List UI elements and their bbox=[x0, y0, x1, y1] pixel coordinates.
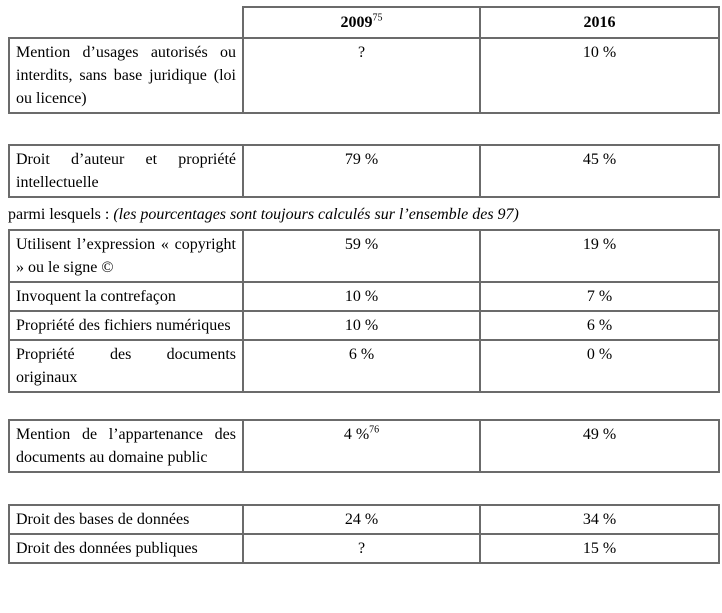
value-2009: 10 % bbox=[243, 282, 480, 311]
row-label: Propriété des fichiers numériques bbox=[9, 311, 243, 340]
table-droit-auteur bbox=[8, 144, 720, 198]
row-label: Utilisent l’expression « copyright » ou le signe © bbox=[9, 230, 243, 282]
value-2009: ? bbox=[243, 534, 480, 563]
year-2016-label: 2016 bbox=[583, 14, 616, 31]
value-2009-text: 4 % bbox=[343, 426, 370, 443]
value-2016: 6 % bbox=[480, 311, 719, 340]
value-2016: 7 % bbox=[480, 282, 719, 311]
value-2016: 15 % bbox=[480, 534, 719, 563]
note-parmi-lesquels bbox=[8, 204, 718, 226]
value-2016: 10 % bbox=[480, 38, 719, 113]
table-domaine-public bbox=[8, 419, 720, 473]
row-label: Mention de l’appartenance des documents au domaine public bbox=[9, 420, 243, 472]
row-label: Droit des bases de données bbox=[9, 505, 243, 534]
value-2009: ? bbox=[243, 38, 480, 113]
table-row bbox=[9, 420, 719, 472]
row-label: Mention d’usages autorisés ou interdits, sans base juridique (loi ou licence) bbox=[9, 38, 243, 113]
year-2009-header-cell bbox=[243, 7, 480, 37]
value-2009 bbox=[243, 420, 480, 472]
table-row bbox=[9, 311, 719, 340]
table-row bbox=[9, 282, 719, 311]
year-2016-header-cell bbox=[480, 7, 719, 37]
table-row bbox=[9, 38, 719, 113]
table-usage-mentions bbox=[8, 37, 720, 114]
year-2009-label: 2009 bbox=[340, 14, 373, 31]
table-row bbox=[9, 145, 719, 197]
value-2009: 10 % bbox=[243, 311, 480, 340]
table-row bbox=[9, 505, 719, 534]
row-label: Invoquent la contrefaçon bbox=[9, 282, 243, 311]
note-prefix: parmi lesquels : bbox=[8, 206, 114, 223]
table-row bbox=[9, 230, 719, 282]
row-label: Propriété des documents originaux bbox=[9, 340, 243, 392]
value-2009: 59 % bbox=[243, 230, 480, 282]
value-2016: 34 % bbox=[480, 505, 719, 534]
table-details-copyright bbox=[8, 229, 720, 393]
footnote-ref-76: 76 bbox=[369, 424, 380, 436]
table-row bbox=[9, 534, 719, 563]
value-2016: 45 % bbox=[480, 145, 719, 197]
value-2016: 0 % bbox=[480, 340, 719, 392]
value-2016: 19 % bbox=[480, 230, 719, 282]
year-header-row bbox=[243, 7, 719, 37]
footnote-ref-75: 75 bbox=[372, 12, 383, 24]
table-droit-donnees bbox=[8, 504, 720, 564]
row-label: Droit des données publiques bbox=[9, 534, 243, 563]
value-2009: 6 % bbox=[243, 340, 480, 392]
table-row bbox=[9, 340, 719, 392]
value-2009: 79 % bbox=[243, 145, 480, 197]
year-header-table bbox=[242, 6, 720, 37]
note-italic-text: (les pourcentages sont toujours calculés sur l’ensemble des 97) bbox=[113, 206, 519, 223]
value-2009: 24 % bbox=[243, 505, 480, 534]
row-label: Droit d’auteur et propriété intellectuelle bbox=[9, 145, 243, 197]
value-2016: 49 % bbox=[480, 420, 719, 472]
